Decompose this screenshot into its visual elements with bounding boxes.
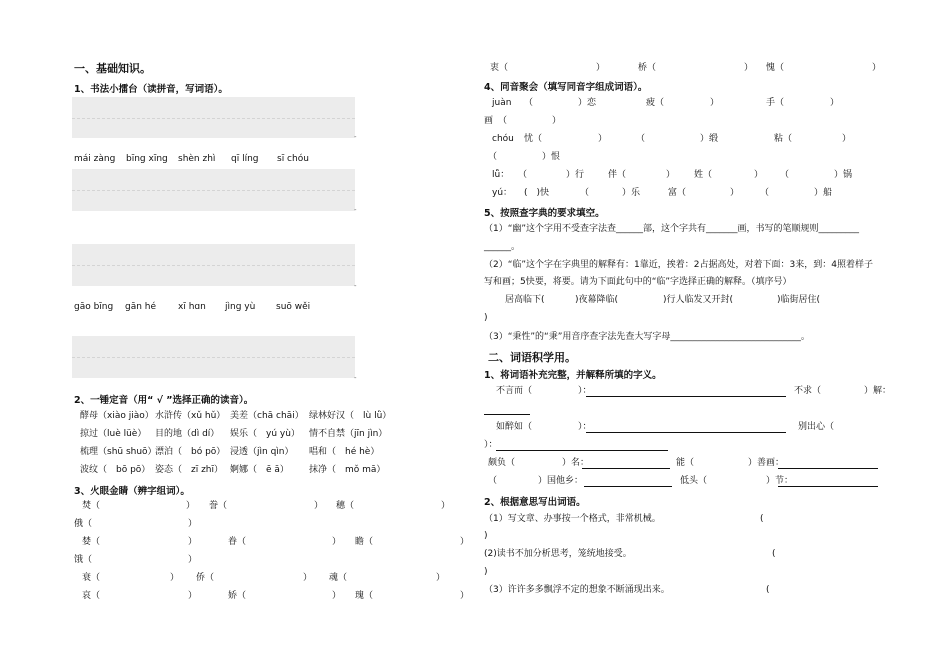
idiom-blank: ）： — [484, 440, 498, 450]
pinyin-row-1 — [74, 153, 364, 165]
pinyin-row-2 — [74, 301, 364, 313]
char-blank: ） — [188, 537, 198, 547]
pinyin: sī chóu — [277, 154, 309, 164]
char-blank: ） — [188, 519, 198, 529]
q1-title: 1、书法小擂台（读拼音，写词语）。 — [74, 84, 228, 95]
char-blank: ） — [332, 537, 342, 547]
answer-paren-close: ) — [484, 531, 488, 541]
idiom-blank[interactable]: 能（ — [676, 458, 695, 468]
blank[interactable]: （ — [498, 116, 508, 126]
idiom-blank[interactable]: （ — [488, 476, 498, 486]
choice-blank[interactable]: 居高临下( — [505, 295, 545, 305]
reading-option[interactable]: 酵母（xiào jiào） — [80, 411, 154, 421]
grid-mark: - — [354, 374, 357, 382]
reading-option[interactable]: 梳理（shū shuō） — [80, 447, 157, 457]
reading-option[interactable]: 唱和（ hé hè） — [309, 447, 380, 457]
q4-rows — [484, 97, 884, 202]
p2-q1-title: 1、将词语补充完整，并解释所填的字义。 — [484, 370, 662, 381]
char-blank: ） — [170, 573, 180, 583]
answer-paren-open[interactable]: ( — [760, 514, 764, 524]
answer-line[interactable] — [586, 396, 786, 397]
idiom-blank: ）： — [578, 386, 592, 396]
idiom-blank[interactable]: 不求（ — [794, 386, 822, 396]
char-blank[interactable]: 桥（ — [638, 63, 657, 73]
q2-title: 2、一锤定音（用“ √ ”选择正确的读音）。 — [74, 395, 254, 406]
p2-q2-title: 2、根据意思写出词语。 — [484, 497, 586, 508]
q5-item-2-cont: 写和画；5快要，将要。请为下面此句中的“临”字选择正确的解释。（填序号） — [484, 277, 792, 287]
q5-item-2-choices — [505, 294, 885, 306]
char-blank[interactable]: 焚（ — [82, 501, 101, 511]
char-blank[interactable]: 誊（ — [209, 501, 228, 511]
blank[interactable]: （ — [636, 134, 646, 144]
blank[interactable]: （ — [780, 170, 790, 180]
blank: ）缎 — [700, 134, 719, 144]
choice-blank[interactable]: )行人临发又开封( — [663, 295, 734, 305]
char-blank[interactable]: 婪（ — [82, 537, 101, 547]
q5-item-2: （2）“临”这个字在字典里的解释有：1靠近，挨着：2占据高处，对着下面：3来，到：4照着样子 — [484, 260, 873, 270]
choice-blank[interactable]: )临街居住( — [777, 295, 821, 305]
blank: ）行 — [566, 170, 585, 180]
pinyin: lǚ： — [492, 170, 510, 180]
reading-option[interactable]: 婀娜（ ē ā） — [230, 465, 289, 475]
reading-option[interactable]: 姿态（ zī zhī） — [155, 465, 224, 475]
q3-continued-row — [490, 62, 890, 74]
answer-line[interactable] — [582, 468, 670, 469]
section-title-vocab: 二、词语积学用。 — [488, 351, 576, 364]
pinyin: mái zàng — [74, 154, 116, 164]
answer-line[interactable] — [778, 468, 878, 469]
p2-q2-item-2: (2)读书不加分析思考，笼统地接受。 — [484, 549, 632, 559]
pinyin: juàn — [492, 98, 512, 108]
idiom-blank: ）解： — [864, 386, 892, 396]
char-blank: ） — [188, 555, 198, 565]
idiom-blank: ）： — [578, 422, 592, 432]
writing-grid-2[interactable] — [72, 169, 355, 211]
q5-item-1: （1）“幽”这个字用不受查字法查______部，这个字共有_______画，书写的笔顺规则_________ — [484, 224, 860, 234]
blank[interactable]: （ — [524, 98, 534, 108]
pinyin: chóu — [492, 134, 514, 144]
pinyin: bīng xīng — [126, 154, 168, 164]
p2-q2-item-3: （3）许许多多飘浮不定的想象不断涌现出来。 — [484, 585, 670, 595]
char-blank: ） — [596, 63, 606, 73]
blank: ）乐 — [622, 188, 641, 198]
char-blank[interactable]: 娇（ — [228, 591, 247, 601]
pinyin: xī hɑn — [178, 302, 206, 312]
char-blank: ） — [332, 591, 342, 601]
pinyin: yú： — [492, 188, 513, 198]
reading-option[interactable]: 抹净（ mǒ mā） — [309, 465, 386, 475]
blank[interactable]: 粘（ — [774, 134, 793, 144]
blank: ） — [666, 170, 676, 180]
char-blank: ） — [460, 591, 470, 601]
reading-option[interactable]: 情不自禁（jīn jìn） — [309, 429, 388, 439]
blank: ） — [830, 98, 840, 108]
grid-mark: - — [354, 282, 357, 290]
blank: ） — [710, 98, 720, 108]
reading-option[interactable]: 美差（chā chāi） — [230, 411, 304, 421]
blank[interactable]: （ — [518, 170, 528, 180]
idiom-blank[interactable]: 低头（ — [680, 476, 708, 486]
char-blank: ） — [188, 591, 198, 601]
blank[interactable]: 疲（ — [646, 98, 665, 108]
char-blank: ） — [186, 501, 196, 511]
grid-mark: - — [354, 206, 357, 214]
char-blank[interactable]: 瑰（ — [355, 591, 374, 601]
char-blank[interactable]: 哀（ — [82, 591, 101, 601]
idiom-blank[interactable]: 别出心（ — [798, 422, 835, 432]
reading-option[interactable]: 漂泊（ bó pō） — [155, 447, 226, 457]
char-blank[interactable]: 愧（ — [766, 63, 785, 73]
char-blank[interactable]: 瞻（ — [355, 537, 374, 547]
blank: ）锅 — [834, 170, 853, 180]
blank[interactable]: 伴（ — [608, 170, 627, 180]
reading-option[interactable]: 波纹（ bō pō） — [80, 465, 151, 475]
reading-option[interactable]: 水浒传（xǔ hǔ） — [155, 411, 226, 421]
answer-line[interactable] — [778, 486, 878, 487]
writing-grid-4[interactable] — [72, 336, 355, 378]
blank[interactable]: 富（ — [668, 188, 687, 198]
answer-paren-open[interactable]: ( — [766, 585, 770, 595]
p2-q1-rows — [484, 385, 892, 490]
answer-line[interactable] — [484, 414, 530, 415]
blank[interactable]: （ — [760, 188, 770, 198]
char-blank: ） — [303, 573, 313, 583]
char-blank[interactable]: 穗（ — [336, 501, 355, 511]
q5-item-2-close: ) — [484, 313, 488, 323]
char-blank: ） — [872, 63, 882, 73]
q3-title: 3、火眼金睛（辨字组词）。 — [74, 486, 190, 497]
choice-blank[interactable]: )夜幕降临( — [575, 295, 619, 305]
blank: ） — [730, 188, 740, 198]
reading-option[interactable]: 绿林好汉（ lù lǜ） — [309, 411, 392, 421]
blank[interactable]: 姓（ — [694, 170, 713, 180]
blank: ）恨 — [542, 152, 561, 162]
answer-paren-close: ) — [484, 567, 488, 577]
pinyin: qī líng — [231, 154, 259, 164]
pinyin: gān hé — [125, 302, 157, 312]
answer-paren-open[interactable]: ( — [772, 549, 776, 559]
char-blank[interactable]: 饿（ — [74, 555, 93, 565]
reading-option[interactable]: 娱乐（ yú yù） — [230, 429, 300, 439]
char-blank[interactable]: 眷（ — [228, 537, 247, 547]
idiom-blank[interactable]: 不言而（ — [496, 386, 533, 396]
grid-mark: - — [354, 133, 357, 141]
q5-item-1-cont: ______。 — [484, 242, 521, 252]
blank: 画 — [484, 116, 494, 126]
idiom-blank: ）名： — [562, 458, 590, 468]
blank: ） — [598, 134, 608, 144]
blank: ） — [754, 170, 764, 180]
q3-rows — [74, 500, 474, 605]
blank: ） — [842, 134, 852, 144]
answer-line[interactable] — [496, 450, 668, 451]
reading-option[interactable]: 掠过（luè lüè） — [80, 429, 147, 439]
pinyin: jìng yù — [225, 302, 256, 312]
blank: ）船 — [814, 188, 833, 198]
pinyin: gāo bīng — [74, 302, 114, 312]
idiom-blank[interactable]: 如醉如（ — [496, 422, 533, 432]
q5-item-3: （3）“秉性”的“秉”用音序查字法先查大写字母_____________________________。 — [484, 332, 810, 342]
reading-option[interactable]: 浸透（jìn qìn） — [230, 447, 294, 457]
q5-title: 5、按照查字典的要求填空。 — [484, 208, 605, 219]
idiom-blank: ）国他乡： — [538, 476, 584, 486]
char-blank: ） — [441, 501, 451, 511]
blank[interactable]: （ — [580, 188, 590, 198]
reading-option[interactable]: 目的地（dì dí） — [155, 429, 220, 439]
blank: ）恋 — [578, 98, 597, 108]
section-title-basic: 一、基础知识。 — [74, 62, 151, 75]
char-blank[interactable]: 侨（ — [196, 573, 215, 583]
blank[interactable]: ( )快 — [524, 188, 550, 198]
char-blank: ） — [436, 573, 446, 583]
idiom-blank[interactable]: 颇负（ — [488, 458, 516, 468]
idiom-blank: ）善画： — [748, 458, 785, 468]
idiom-blank: ）节： — [766, 476, 794, 486]
char-blank[interactable]: 魂（ — [329, 573, 348, 583]
char-blank[interactable]: 衰（ — [82, 573, 101, 583]
char-blank: ） — [460, 537, 470, 547]
char-blank: ） — [744, 63, 754, 73]
writing-grid-1[interactable] — [72, 97, 355, 138]
char-blank[interactable]: 俄（ — [74, 519, 93, 529]
char-blank: ） — [314, 501, 324, 511]
answer-line[interactable] — [584, 486, 672, 487]
writing-grid-3[interactable] — [72, 244, 355, 286]
answer-line[interactable] — [586, 432, 786, 433]
char-blank[interactable]: 衷（ — [490, 63, 509, 73]
blank[interactable]: 忧（ — [524, 134, 543, 144]
q2-options — [80, 410, 410, 480]
blank[interactable]: 手（ — [766, 98, 785, 108]
q4-title: 4、同音聚会（填写同音字组成词语）。 — [484, 82, 648, 93]
pinyin: shèn zhì — [178, 154, 216, 164]
pinyin: suō wěi — [276, 302, 311, 312]
blank: ） — [552, 116, 562, 126]
p2-q2-item-1: （1）写文章、办事按一个格式，非常机械。 — [484, 514, 661, 524]
blank[interactable]: （ — [488, 152, 498, 162]
